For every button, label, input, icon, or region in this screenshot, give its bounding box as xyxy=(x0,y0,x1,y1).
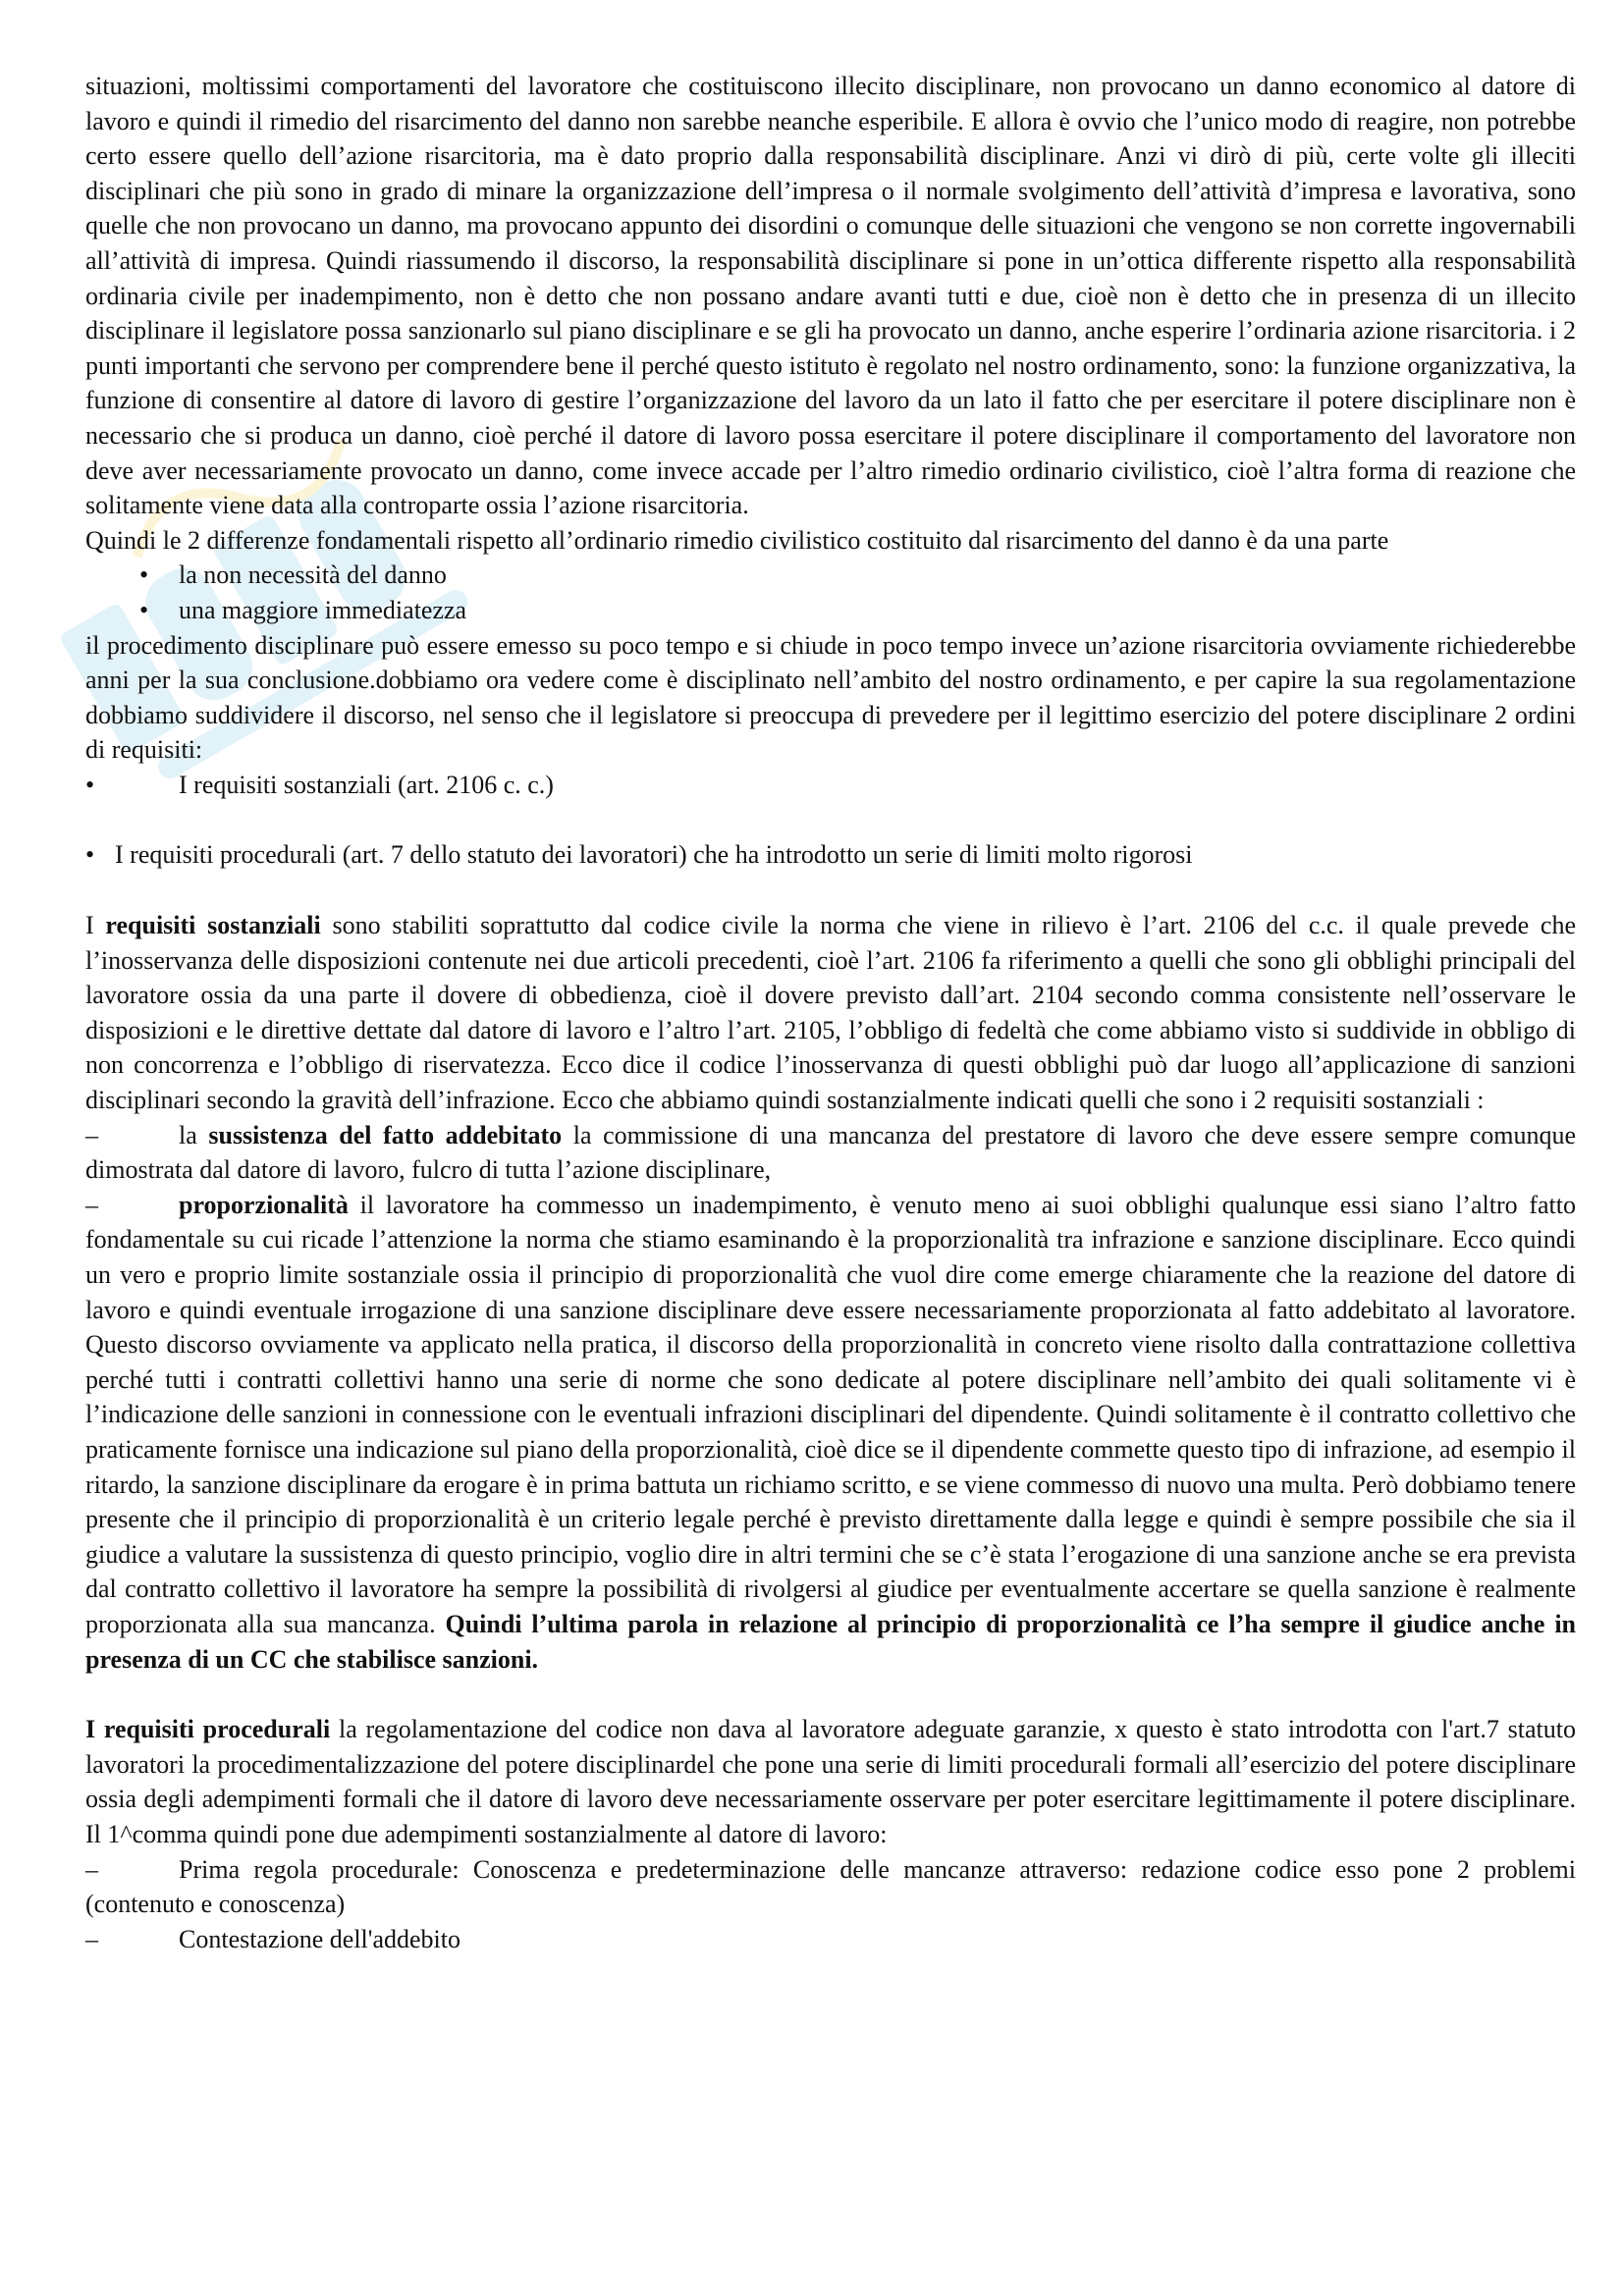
paragraph-differences-intro: Quindi le 2 differenze fondamentali rispetto all’ordinario rimedio civilistico costituito dal risarcimento del danno è da una parte xyxy=(85,525,1389,555)
conclusion-text: Quindi l’ultima parola in relazione al principio di proporzionalità ce l’ha sempre il giudice anche in presenza di un CC che stabilisce sanzioni. xyxy=(85,1609,1576,1674)
differences-list xyxy=(85,558,1576,627)
dash-mark: – xyxy=(85,1924,98,1953)
section-heading: requisiti sostanziali xyxy=(105,911,321,940)
paragraph-intro: situazioni, moltissimi comportamenti del lavoratore che costituiscono illecito disciplinare, non provocano un danno economico al datore di lavoro e quindi il rimedio del risarcimento del danno non sarebbe neanche esperibile. E allora è ovvio che l’unico modo di reagire, non potrebbe certo essere quello dell’azione risarcitoria, ma è dato proprio dalla responsabilità disciplinare. Anzi vi dirò di più, certe volte gli illeciti disciplinari che più sono in grado di minare la organizzazione dell’impresa o il normale svolgimento dell’attività d’impresa e lavorativa, sono quelle che non provocano un danno, ma provocano appunto dei disordini o comunque delle situazioni che vengono se non corrette ingovernabili all’attività di impresa. Quindi riassumendo il discorso, la responsabilità disciplinare si pone in un’ottica differente rispetto alla responsabilità ordinaria civile per inadempimento, non è detto che non possano andare avanti tutti e due, cioè non è detto che in presenza di un illecito disciplinare il legislatore possa sanzionarlo sul piano disciplinare e se gli ha provocato un danno, anche esperire l’ordinaria azione risarcitoria. i 2 punti importanti che servono per comprendere bene il perché questo istituto è regolato nel nostro ordinamento, sono: la funzione organizzativa, la funzione di consentire al datore di lavoro di gestire l’organizzazione del lavoro da un lato il fatto che per esercitare il potere disciplinare non è necessario che si produca un danno, cioè perché il datore di lavoro possa esercitare il potere disciplinare il comportamento del lavoratore non deve aver necessariamente provocato un danno, come invece accade per l’altro rimedio ordinario civilistico, cioè l’altra forma di reazione che solitamente viene data alla controparte ossia l’azione risarcitoria. xyxy=(85,72,1576,520)
requirement-title: sussistenza del fatto addebitato xyxy=(208,1120,563,1149)
requisite-sostanziali-item: • I requisiti sostanziali (art. 2106 c. c.) xyxy=(85,768,1576,803)
requisite-procedurali-item: • I requisiti procedurali (art. 7 dello statuto dei lavoratori) che ha introdotto un serie di limiti molto rigorosi xyxy=(85,837,1576,873)
document-page xyxy=(85,69,1576,1956)
list-item: • una maggiore immediatezza xyxy=(85,593,1576,628)
section-text: la regolamentazione del codice non dava al lavoratore adeguate garanzie, x questo è stato introdotta con l'art.7 statuto lavoratori la procedimentalizzazione del potere disciplinardel che pone una serie di limiti procedurali formali all’esercizio del potere disciplinare ossia degli adempimenti formali che il datore di lavoro deve necessariamente osservare per poter esercitare legittimamente il potere disciplinare. Il 1^comma quindi pone due adempimenti sostanzialmente al datore di lavoro: xyxy=(85,1715,1576,1848)
requirement-title: proporzionalità xyxy=(179,1190,349,1219)
section-procedurali xyxy=(85,1712,1576,1851)
dash-mark: – xyxy=(85,1120,98,1149)
requirement-sussistenza: – la sussistenza del fatto addebitato la commissione di una mancanza del prestatore di lavoro che deve essere sempre comunque dimostrata dal datore di lavoro, fulcro di tutta l’azione disciplinare, xyxy=(85,1118,1576,1188)
paragraph-procedure: il procedimento disciplinare può essere emesso su poco tempo e si chiude in poco tempo invece un’azione risarcitoria ovviamente richiederebbe anni per la sua conclusione.dobbiamo ora vedere come è disciplinato nell’ambito del nostro ordinamento, e per capire la sua regolamentazione dobbiamo suddividere il discorso, nel senso che il legislatore si preoccupa di prevedere per il legittimo esercizio del potere disciplinare 2 ordini di requisiti: xyxy=(85,630,1576,765)
section-heading: I requisiti procedurali xyxy=(85,1715,331,1744)
dash-mark: – xyxy=(85,1854,98,1884)
section-sostanziali xyxy=(85,908,1576,1118)
procedural-rule-2: – Contestazione dell'addebito xyxy=(85,1922,1576,1957)
requirement-proporzionalita: – proporzionalità il lavoratore ha commesso un inadempimento, è venuto meno ai suoi obblighi qualunque essi siano l’altro fatto fondamentale su cui ricade l’attenzione la norma che stiamo esaminando è la proporzionalità tra infrazione e sanzione disciplinare. Ecco quindi un vero e proprio limite sostanziale ossia il principio di proporzionalità che vuol dire come emerge chiaramente che la reazione del datore di lavoro e quindi eventuale irrogazione di una sanzione disciplinare deve essere necessariamente proporzionata al fatto addebitato al lavoratore. Questo discorso ovviamente va applicato nella pratica, il discorso della proporzionalità in concreto viene risolto dalla contrattazione collettiva perché tutti i contratti collettivi hanno una serie di norme che sono dedicate al potere disciplinare nell’ambito dei quali solitamente vi è l’indicazione delle sanzioni in connessione con le eventuali infrazioni disciplinari del dipendente. Quindi solitamente è il contratto collettivo che praticamente fornisce una indicazione sul piano della proporzionalità, cioè dice se il dipendente commette questo tipo di infrazione, ad esempio il ritardo, la sanzione disciplinare da erogare è in prima battuta un richiamo scritto, e se viene commesso di nuovo una multa. Però dobbiamo tenere presente che il principio di proporzionalità è un criterio legale perché è previsto direttamente dalla legge e quindi è sempre possibile che sia il giudice a valutare la sussistenza di questo principio, voglio dire in altri termini che se c’è stata l’erogazione di una sanzione anche se era prevista dal contratto collettivo il lavoratore ha sempre la possibilità di rivolgersi al giudice per eventualmente accertare se quella sanzione è realmente proporzionata alla sua mancanza. Quindi l’ultima parola in relazione al principio di proporzionalità ce l’ha sempre il giudice anche in presenza di un CC che stabilisce sanzioni. xyxy=(85,1188,1576,1677)
procedural-rule-1: – Prima regola procedurale: Conoscenza e predeterminazione delle mancanze attraverso: redazione codice esso pone 2 problemi (contenuto e conoscenza) xyxy=(85,1852,1576,1922)
list-item: • la non necessità del danno xyxy=(85,558,1576,593)
dash-mark: – xyxy=(85,1190,98,1219)
section-lead: I xyxy=(85,911,94,940)
section-text: sono stabiliti soprattutto dal codice civile la norma che viene in rilievo è l’art. 2106 del c.c. il quale prevede che l’inosservanza delle disposizioni contenute nei due articoli precedenti, cioè l’art. 2106 fa riferimento a quelli che sono gli obblighi principali del lavoratore ossia da una parte il dovere di obbedienza, cioè il dovere previsto dall’art. 2104 secondo comma consistente nell’osservare le disposizioni e le direttive dettate dal datore di lavoro e l’altro l’art. 2105, l’obbligo di fedeltà che come abbiamo visto si suddivide in obbligo di non concorrenza e l’obbligo di riservatezza. Ecco dice il codice l’inosservanza di questi obblighi può dar luogo all’applicazione di sanzioni disciplinari secondo la gravità dell’infrazione. Ecco che abbiamo quindi sostanzialmente indicati quelli che sono i 2 requisiti sostanziali : xyxy=(85,911,1577,1115)
